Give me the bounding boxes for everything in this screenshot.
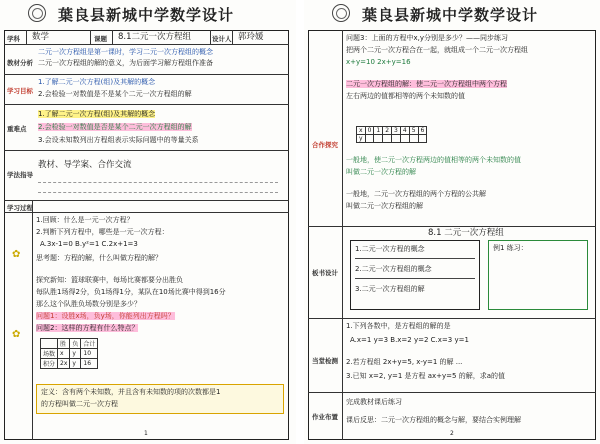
definition-line-2: 的方程叫做二元一次方程 xyxy=(41,400,118,408)
topic-value: 8.1二元一次方程组 xyxy=(118,32,192,42)
table-cell xyxy=(418,135,427,143)
school-logo-icon xyxy=(28,4,46,22)
top-line-4: 二元一次方程组的解：使二元一次方程组中两个方程 xyxy=(346,80,507,88)
table-cell xyxy=(374,135,383,143)
right-page-title: 葉良县新城中学数学设计 xyxy=(362,6,539,24)
table-cell: y xyxy=(70,359,81,369)
key-line-2: 2.会检验一对数值是否是某个二元一次方程组的解 xyxy=(38,123,192,131)
page-gutter xyxy=(296,0,304,444)
practice-line-2: A.x=1 y=3 B.x=2 y=2 C.x=3 y=1 xyxy=(350,336,469,344)
teacher-label: 设计人 xyxy=(212,35,232,43)
board-right-label: 例1 练习： xyxy=(493,244,528,252)
table-cell: 1 xyxy=(374,127,383,135)
table-cell: x xyxy=(357,127,366,135)
definition-box xyxy=(36,384,284,414)
table-cell: 2 xyxy=(383,127,392,135)
board-item-2: 2.二元一次方程组的概念 xyxy=(355,265,432,273)
table-cell: 6 xyxy=(418,127,427,135)
objective-line-1: 1.了解二元一次方程(组)及其解的概念 xyxy=(38,78,156,86)
process-line-1: 1.回顾：什么是一元一次方程？ xyxy=(36,216,134,224)
top-line-1: 问题3：上面的方程中x,y分别是多少？——同步练习 xyxy=(346,34,508,42)
left-page xyxy=(0,0,296,444)
practice-line-1: 1.下列各数中，是方程组的解的是 xyxy=(346,322,451,330)
table-row xyxy=(41,359,98,369)
homework-line-2: 课后反思：二元一次方程组的概念与解，要结合实例理解 xyxy=(346,416,521,424)
process-label: 学习过程 xyxy=(7,204,33,212)
concept-line-4: 叫做二元一次方程组的解 xyxy=(346,202,423,210)
table-cell xyxy=(383,135,392,143)
board-label: 板书设计 xyxy=(312,269,338,277)
practice-line-4: 3.已知 x=2, y=1 是方程 ax+y=5 的解，求a的值 xyxy=(346,372,506,380)
objective-line-2: 2.会检验一对数值是不是某个二元一次方程组的解 xyxy=(38,90,192,98)
topic-label: 课题 xyxy=(94,35,107,43)
process-line-3: A.3x-1=0 B.y²=1 C.2x+1=3 xyxy=(40,240,138,248)
process-line-2: 2.判断下列方程中，哪些是一元一次方程： xyxy=(36,228,169,236)
table-cell: 0 xyxy=(365,127,374,135)
board-title: 8.1 二元一次方程组 xyxy=(428,228,504,238)
subject-value: 数学 xyxy=(32,32,50,42)
table-cell: 积分 xyxy=(41,359,58,369)
concept-line-1: 一般地，使二元一次方程两边的值相等的两个未知数的值 xyxy=(346,156,521,164)
homework-label: 作业布置 xyxy=(312,413,338,421)
top-line-2: 把两个二元一次方程合在一起，就组成一个二元一次方程组 xyxy=(346,46,528,54)
table-cell xyxy=(392,135,401,143)
top-line-5: 左右两边的值都相等的两个未知数的值 xyxy=(346,92,465,100)
process-line-4: 思考题：方程的解，什么叫做方程的解？ xyxy=(36,254,162,262)
flower-doodle-icon: ✿ xyxy=(12,329,21,340)
page-number: 1 xyxy=(144,430,148,437)
process-line-8: 问题1：设胜x场，负y场，你能列出方程吗？ xyxy=(36,312,175,320)
homework-line-1: 完成教材课后练习 xyxy=(346,398,402,406)
table-cell: 4 xyxy=(400,127,409,135)
teacher-value: 郭玲媛 xyxy=(238,32,264,42)
analysis-line-2: 二元一次方程组的解的意义，为后面学习解方程组作准备 xyxy=(38,59,213,67)
table-cell xyxy=(400,135,409,143)
left-page-title: 葉良县新城中学数学设计 xyxy=(58,6,235,24)
right-header xyxy=(304,2,600,24)
board-item-3: 3.二元一次方程组的解 xyxy=(355,285,425,293)
concept-line-3: 一般地，二元一次方程组的两个方程的公共解 xyxy=(346,190,486,198)
table-cell: 16 xyxy=(81,359,98,369)
table-row xyxy=(41,349,98,359)
table-cell: 场数 xyxy=(41,349,58,359)
table-cell: 负 xyxy=(70,339,81,349)
table-cell: 2x xyxy=(58,359,70,369)
key-line-1: 1.了解二元一次方程(组)及其解的概念 xyxy=(38,110,156,118)
method-label: 学法指导 xyxy=(7,171,33,179)
method-line: 教材、导学案、合作交流 xyxy=(38,160,132,170)
definition-line-1: 定义：含有两个未知数，并且含有未知数的项的次数都是1 xyxy=(41,388,221,396)
analysis-label: 教材分析 xyxy=(7,59,33,67)
right-page xyxy=(304,0,600,444)
table-row xyxy=(41,339,98,349)
key-points-label: 重难点 xyxy=(7,125,27,133)
table-cell: y xyxy=(357,135,366,143)
score-table xyxy=(40,338,98,369)
table-row xyxy=(357,135,427,143)
explore-label: 合作探究 xyxy=(312,141,338,149)
table-cell xyxy=(365,135,374,143)
top-line-3: x+y=10 2x+y=16 xyxy=(346,58,411,66)
xy-value-table xyxy=(356,126,427,143)
subject-label: 学科 xyxy=(7,35,20,43)
table-cell: 5 xyxy=(409,127,418,135)
key-line-3: 3.会设未知数列出方程组表示实际问题中的等量关系 xyxy=(38,136,199,144)
table-cell xyxy=(41,339,58,349)
table-row xyxy=(357,127,427,135)
flower-doodle-icon: ✿ xyxy=(12,249,21,260)
process-line-7: 那么这个队胜负场数分别是多少？ xyxy=(36,300,141,308)
process-line-5: 探究新知：篮球联赛中，每场比赛都要分出胜负 xyxy=(36,276,183,284)
table-cell: x xyxy=(58,349,70,359)
school-logo-icon xyxy=(332,4,350,22)
table-cell: 3 xyxy=(392,127,401,135)
table-cell: 合计 xyxy=(81,339,98,349)
table-cell: 10 xyxy=(81,349,98,359)
table-cell xyxy=(409,135,418,143)
board-right-panel xyxy=(488,240,588,310)
page-number: 2 xyxy=(450,430,454,437)
concept-line-2: 叫做二元一次方程的解 xyxy=(346,168,416,176)
table-cell: y xyxy=(70,349,81,359)
objectives-label: 学习目标 xyxy=(7,87,33,95)
process-line-6: 每队胜1场得2分，负1场得1分，某队在10场比赛中得到16分 xyxy=(36,288,226,296)
process-line-9: 问题2：这样的方程有什么特点？ xyxy=(36,324,139,332)
practice-line-3: 2.若方程组 2x+y=5, x-y=1 的解 ... xyxy=(346,358,463,366)
practice-label: 当堂检测 xyxy=(312,357,338,365)
board-left-box xyxy=(350,240,480,310)
board-item-1: 1.二元一次方程的概念 xyxy=(355,245,425,253)
analysis-line-1: 二元一次方程组是第一课时，学习二元一次方程组的概念 xyxy=(38,48,213,56)
table-cell: 胜 xyxy=(58,339,70,349)
left-header xyxy=(0,2,296,24)
